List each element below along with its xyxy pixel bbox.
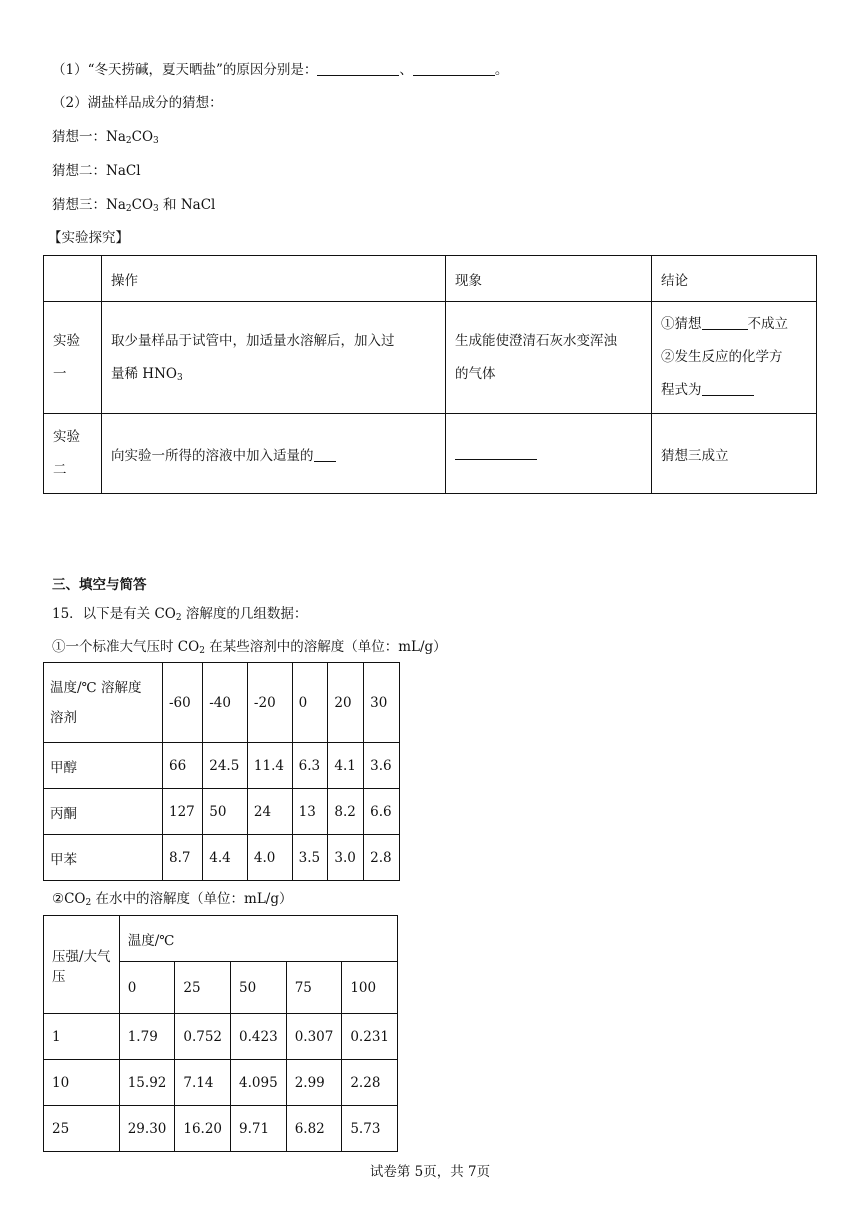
pressure-header: 压强/大气压 [44, 916, 120, 1014]
answer-blank-6[interactable] [455, 445, 537, 460]
operation-text: 取少量样品于试管中，加适量水溶解后，加入过 [111, 332, 395, 349]
table-cell: 7.14 [175, 1060, 231, 1106]
table-cell: 127 [163, 789, 203, 835]
caption-text: 在水中的溶解度（单位：mL/g） [91, 891, 293, 907]
table-cell: 2.99 [286, 1060, 342, 1106]
table-cell: 0.307 [286, 1014, 342, 1060]
conclusion-text: 程式为 [661, 382, 702, 398]
table-cell: 1.79 [119, 1014, 175, 1060]
water-solubility-table [43, 915, 398, 1152]
experiment-name-line: 一 [53, 365, 67, 382]
table-header-row [44, 256, 817, 302]
table-cell: 8.7 [163, 835, 203, 881]
phenomenon-text: 生成能使澄清石灰水变浑浊 [455, 332, 617, 349]
phenomenon-text: 的气体 [455, 365, 496, 382]
experiment-name-line: 实验 [53, 428, 80, 445]
corner-header-top: 温度/℃ 溶解度 [50, 679, 142, 696]
temperature-header: 温度/℃ [119, 916, 397, 962]
formula: NaCl [180, 197, 216, 213]
table-cell: 5.73 [342, 1106, 398, 1152]
operation-cell [102, 302, 446, 414]
row-label: 1 [44, 1014, 120, 1060]
table-cell: 6.3 [292, 743, 328, 789]
answer-blank-3[interactable] [702, 315, 748, 330]
subscript: 3 [153, 204, 159, 214]
table-cell: 3.5 [292, 835, 328, 881]
experiment-name-line: 实验 [53, 332, 80, 349]
table-cell: 9.71 [231, 1106, 287, 1152]
row-label: 25 [44, 1106, 120, 1152]
header-cell: 30 [364, 663, 400, 743]
table-1-caption [52, 637, 447, 657]
question-15-text: 溶解度的几组数据： [181, 606, 308, 622]
solvent-solubility-table [43, 662, 400, 881]
table-cell: 8.2 [328, 789, 364, 835]
formula: Na [106, 197, 126, 213]
header-cell: -40 [203, 663, 248, 743]
experiment-title: 【实验探究】 [48, 230, 129, 246]
caption-text: ①一个标准大气压时 CO [52, 639, 200, 655]
row-label: 甲醇 [44, 743, 163, 789]
subscript: 2 [125, 204, 132, 214]
subscript: 2 [85, 898, 92, 908]
question-2: （2）湖盐样品成分的猜想： [52, 95, 223, 111]
table-cell: 6.82 [286, 1106, 342, 1152]
answer-blank-1[interactable] [317, 61, 399, 76]
guess-1 [52, 127, 159, 147]
table-cell: 24 [247, 789, 292, 835]
table-row [44, 789, 400, 835]
table-row [44, 1106, 398, 1152]
conjunction: 和 [158, 197, 181, 213]
header-cell: 50 [231, 962, 287, 1014]
header-cell: 结论 [652, 256, 817, 302]
corner-header-bottom: 溶剂 [50, 709, 77, 726]
subscript: 2 [175, 613, 182, 623]
table-cell: 2.8 [364, 835, 400, 881]
table-cell: 4.1 [328, 743, 364, 789]
header-cell: -20 [247, 663, 292, 743]
guess-2 [52, 161, 141, 181]
row-label: 甲苯 [44, 835, 163, 881]
operation-text: 量稀 HNO [111, 365, 177, 382]
header-cell: 0 [292, 663, 328, 743]
answer-blank-4[interactable] [702, 381, 754, 396]
table-cell: 3.6 [364, 743, 400, 789]
table-cell: 0.752 [175, 1014, 231, 1060]
conclusion-text: ②发生反应的化学方 [661, 349, 783, 365]
header-cell: 现象 [446, 256, 652, 302]
table-row [44, 743, 400, 789]
header-cell: 操作 [102, 256, 446, 302]
guess-2-label: 猜想二： [52, 163, 106, 179]
row-label: 10 [44, 1060, 120, 1106]
caption-text: ②CO [52, 891, 86, 907]
operation-text: 向实验一所得的溶液中加入适量的 [111, 447, 314, 464]
conclusion-cell [652, 302, 817, 414]
conclusion-text: ①猜想 [661, 316, 702, 332]
formula: Na [106, 129, 126, 145]
experiment-table [43, 255, 817, 494]
experiment-name [44, 414, 102, 494]
table-cell: 11.4 [247, 743, 292, 789]
table-cell: 4.095 [231, 1060, 287, 1106]
phenomenon-cell [446, 414, 652, 494]
table-cell: 0.423 [231, 1014, 287, 1060]
table-2-caption [52, 889, 292, 909]
table-cell: 3.0 [328, 835, 364, 881]
question-15 [52, 604, 307, 624]
table-cell: 6.6 [364, 789, 400, 835]
row-label: 丙酮 [44, 789, 163, 835]
corner-header-cell [44, 663, 163, 743]
caption-text: 在某些溶剂中的溶解度（单位：mL/g） [204, 639, 447, 655]
header-cell: 100 [342, 962, 398, 1014]
header-cell: 25 [175, 962, 231, 1014]
phenomenon-cell [446, 302, 652, 414]
operation-cell [102, 414, 446, 494]
header-cell: 0 [119, 962, 175, 1014]
table-cell: 24.5 [203, 743, 248, 789]
period: 。 [494, 62, 509, 78]
formula: CO [131, 197, 154, 213]
table-row [44, 1060, 398, 1106]
table-cell: 15.92 [119, 1060, 175, 1106]
table-cell: 13 [292, 789, 328, 835]
table-header-row [44, 663, 400, 743]
table-cell: 4.0 [247, 835, 292, 881]
table-cell: 66 [163, 743, 203, 789]
table-cell: 16.20 [175, 1106, 231, 1152]
header-cell: -60 [163, 663, 203, 743]
answer-blank-5[interactable] [314, 447, 336, 462]
table-cell: 4.4 [203, 835, 248, 881]
conclusion-cell: 猜想三成立 [652, 414, 817, 494]
formula: CO [131, 129, 154, 145]
table-cell: 2.28 [342, 1060, 398, 1106]
conclusion-text: 不成立 [747, 316, 788, 332]
subscript: 2 [125, 136, 132, 146]
question-15-text: 15．以下是有关 CO [52, 606, 176, 622]
table-row [44, 1014, 398, 1060]
table-cell: 50 [203, 789, 248, 835]
table-row [44, 835, 400, 881]
guess-3-label: 猜想三： [52, 197, 106, 213]
guess-3 [52, 195, 215, 215]
table-row [44, 302, 817, 414]
experiment-name [44, 302, 102, 414]
table-cell: 29.30 [119, 1106, 175, 1152]
header-cell: 20 [328, 663, 364, 743]
subscript: 3 [176, 372, 183, 383]
subscript: 2 [199, 646, 205, 656]
header-cell: 75 [286, 962, 342, 1014]
page-footer: 试卷第 5页，共 7页 [369, 1164, 491, 1180]
separator: 、 [399, 62, 413, 78]
formula: NaCl [106, 163, 141, 179]
experiment-name-line: 二 [53, 461, 67, 478]
header-cell [44, 256, 102, 302]
section-title: 三、填空与简答 [52, 577, 147, 593]
question-1-text: （1）“冬天捞碱，夏天晒盐”的原因分别是： [52, 62, 318, 78]
guess-1-label: 猜想一： [52, 129, 106, 145]
table-cell: 0.231 [342, 1014, 398, 1060]
table-row [44, 414, 817, 494]
table-header-row [44, 916, 398, 962]
subscript: 3 [153, 136, 159, 146]
answer-blank-2[interactable] [413, 61, 495, 76]
question-1 [52, 60, 508, 80]
